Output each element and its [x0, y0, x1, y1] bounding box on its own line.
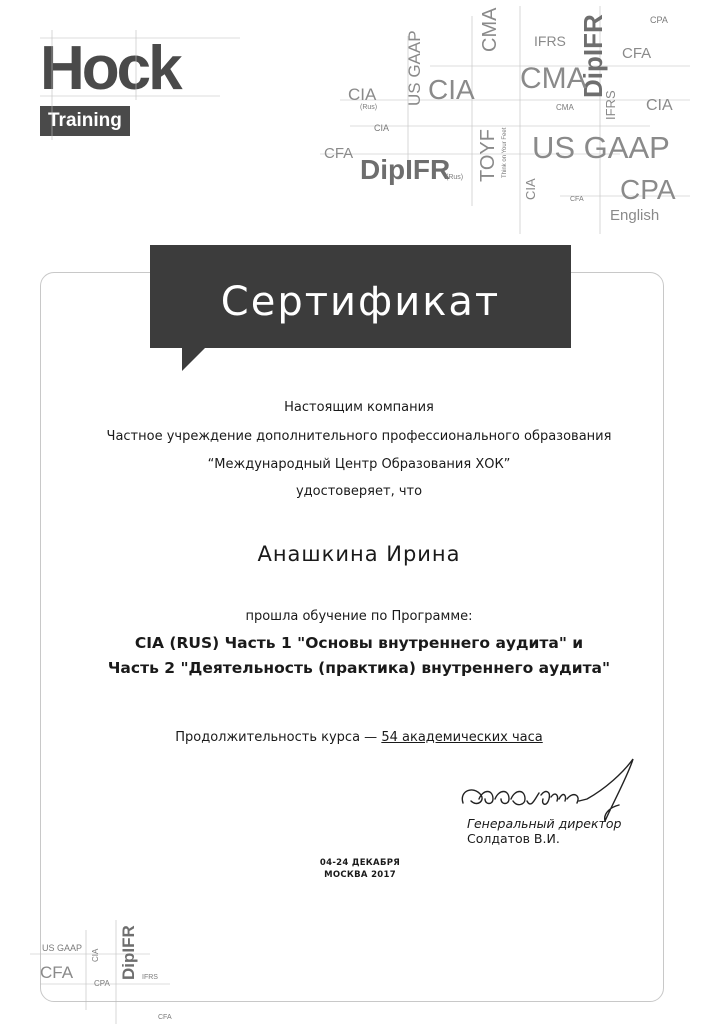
term-cima: CIA: [348, 85, 377, 104]
logo-word: Hock: [40, 34, 180, 103]
signer-title: Генеральный директор: [467, 816, 622, 831]
term-cpa-large: CPA: [620, 174, 676, 205]
term-dipifr: DipIFR: [360, 154, 451, 185]
term-cia-right: CIA: [646, 97, 673, 114]
bottom-term-cloud: [30, 920, 170, 1024]
bottom-term-ifrs: IFRS: [142, 974, 158, 981]
intro-line-3: “Международный Центр Образования ХОК”: [207, 457, 511, 472]
bottom-term-dipifr: DipIFR: [119, 925, 138, 980]
term-toyf-subtitle: Think on Your Feet: [502, 127, 508, 178]
program-line-2: Часть 2 "Деятельность (практика) внутреннего аудита": [107, 659, 611, 677]
term-cfa-left: CFA: [324, 145, 354, 162]
course-place-year: МОСКВА 2017: [324, 870, 396, 880]
qualification-term-cloud: [320, 6, 690, 234]
term-cia-vertical-small: CIA: [523, 178, 538, 200]
term-ifrs-vertical: IFRS: [603, 90, 618, 120]
duration-value: 54 академических часа: [381, 730, 543, 745]
logo-tagline: Training: [40, 106, 130, 136]
term-cma-vertical: CMA: [479, 7, 501, 52]
bottom-term-us-gaap: US GAAP: [42, 943, 83, 953]
term-us-gaap-large: US GAAP: [532, 130, 670, 165]
intro-line-2: Частное учреждение дополнительного профессионального образования: [106, 429, 612, 444]
title-banner: [150, 245, 571, 348]
term-cma-small: CMA: [556, 103, 574, 112]
term-cia-small: CIA: [374, 123, 390, 133]
completed-line: прошла обучение по Программе:: [245, 609, 473, 624]
term-us-gaap-vertical: US GAAP: [405, 30, 424, 106]
bottom-term-cfa-small: CFA: [158, 1014, 172, 1021]
duration: [40, 730, 678, 745]
recipient-name: Анашкина Ирина: [257, 542, 461, 566]
logo-grid-lines: [40, 30, 240, 140]
term-cia-large: CIA: [428, 74, 475, 105]
intro-line-1: Настоящим компания: [284, 400, 434, 415]
certificate-title: Сертификат: [220, 279, 501, 325]
bottom-term-cia-vertical: CIA: [91, 948, 100, 962]
signer-name: Солдатов В.И.: [467, 831, 560, 846]
term-toyf-vertical: TOYF: [477, 129, 499, 182]
term-ifrs: IFRS: [534, 33, 566, 49]
intro-line-4: удостоверяет, что: [295, 484, 423, 499]
term-dipifr-vertical: DipIFR: [578, 14, 608, 98]
term-cpa-top: CPA: [650, 15, 668, 25]
term-cfa-small: CFA: [570, 196, 584, 203]
term-english: English: [610, 207, 660, 224]
course-dates: 04-24 ДЕКАБРЯ: [319, 858, 401, 868]
banner-tail: [182, 347, 206, 371]
term-cfa-top: CFA: [622, 45, 652, 62]
term-rus-dipifr: (Rus): [446, 174, 464, 181]
program-line-1: CIA (RUS) Часть 1 "Основы внутреннего аудита" и: [134, 634, 584, 652]
bottom-term-cfa: CFA: [40, 963, 74, 982]
bottom-term-cpa: CPA: [94, 979, 110, 988]
term-cma-large: CMA: [520, 62, 587, 95]
term-rus-small: (Rus): [360, 104, 378, 111]
duration-label: Продолжительность курса —: [175, 730, 378, 745]
